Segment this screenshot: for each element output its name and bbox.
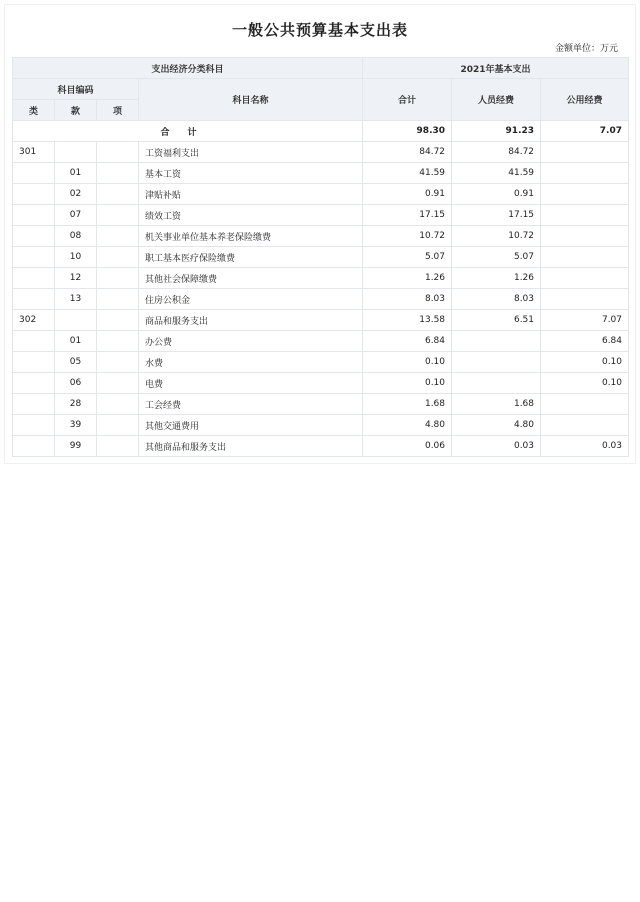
cell-xiang (97, 331, 139, 352)
page-title: 一般公共预算基本支出表 (231, 21, 408, 39)
cell-public (541, 184, 629, 205)
header-total: 合计 (363, 79, 452, 121)
cell-name: 其他商品和服务支出 (139, 436, 363, 457)
cell-kuan (55, 310, 97, 331)
cell-personnel: 1.68 (452, 394, 541, 415)
cell-personnel: 84.72 (452, 142, 541, 163)
cell-kuan: 01 (55, 331, 97, 352)
cell-personnel (452, 331, 541, 352)
budget-table (12, 57, 629, 457)
table-row (13, 394, 629, 415)
cell-total: 5.07 (363, 247, 452, 268)
cell-name: 电费 (139, 373, 363, 394)
cell-public: 0.10 (541, 352, 629, 373)
table-row (13, 352, 629, 373)
header-budget-year: 2021年基本支出 (363, 58, 629, 79)
total-row (13, 121, 629, 142)
cell-xiang (97, 436, 139, 457)
cell-lei (13, 289, 55, 310)
cell-xiang (97, 289, 139, 310)
cell-lei: 301 (13, 142, 55, 163)
cell-public (541, 415, 629, 436)
cell-name: 机关事业单位基本养老保险缴费 (139, 226, 363, 247)
table-row (13, 205, 629, 226)
cell-public (541, 226, 629, 247)
cell-total: 41.59 (363, 163, 452, 184)
table-row (13, 142, 629, 163)
cell-name: 工会经费 (139, 394, 363, 415)
table-row (13, 310, 629, 331)
cell-name: 水费 (139, 352, 363, 373)
cell-total: 84.72 (363, 142, 452, 163)
cell-lei: 302 (13, 310, 55, 331)
cell-kuan (55, 142, 97, 163)
cell-personnel: 1.26 (452, 268, 541, 289)
cell-lei (13, 352, 55, 373)
cell-xiang (97, 310, 139, 331)
cell-name: 其他社会保障缴费 (139, 268, 363, 289)
cell-kuan: 08 (55, 226, 97, 247)
cell-public (541, 142, 629, 163)
cell-total: 1.26 (363, 268, 452, 289)
cell-public (541, 163, 629, 184)
table-row (13, 163, 629, 184)
table-row (13, 289, 629, 310)
cell-public (541, 268, 629, 289)
cell-lei (13, 415, 55, 436)
table-row (13, 436, 629, 457)
cell-public (541, 394, 629, 415)
cell-kuan: 39 (55, 415, 97, 436)
cell-name: 工资福利支出 (139, 142, 363, 163)
cell-public: 0.03 (541, 436, 629, 457)
cell-kuan: 99 (55, 436, 97, 457)
cell-total: 0.91 (363, 184, 452, 205)
cell-name: 津贴补贴 (139, 184, 363, 205)
table-row (13, 226, 629, 247)
table-row (13, 331, 629, 352)
cell-lei (13, 268, 55, 289)
cell-personnel: 5.07 (452, 247, 541, 268)
cell-xiang (97, 184, 139, 205)
cell-xiang (97, 373, 139, 394)
cell-kuan: 12 (55, 268, 97, 289)
cell-kuan: 06 (55, 373, 97, 394)
table-body (13, 121, 629, 457)
cell-total: 0.10 (363, 352, 452, 373)
cell-name: 基本工资 (139, 163, 363, 184)
cell-total: 0.10 (363, 373, 452, 394)
header-lei: 类 (13, 100, 55, 121)
cell-name: 职工基本医疗保险缴费 (139, 247, 363, 268)
cell-personnel: 6.51 (452, 310, 541, 331)
cell-name: 其他交通费用 (139, 415, 363, 436)
cell-xiang (97, 268, 139, 289)
header-kuan: 款 (55, 100, 97, 121)
table-row (13, 373, 629, 394)
cell-xiang (97, 205, 139, 226)
cell-personnel: 10.72 (452, 226, 541, 247)
cell-total: 13.58 (363, 310, 452, 331)
cell-personnel (452, 352, 541, 373)
cell-kuan: 10 (55, 247, 97, 268)
cell-xiang (97, 247, 139, 268)
cell-lei (13, 226, 55, 247)
cell-total: 17.15 (363, 205, 452, 226)
cell-kuan: 02 (55, 184, 97, 205)
header-code: 科目编码 (13, 79, 139, 100)
cell-xiang (97, 394, 139, 415)
cell-public (541, 289, 629, 310)
cell-personnel: 4.80 (452, 415, 541, 436)
cell-name: 住房公积金 (139, 289, 363, 310)
cell-name: 办公费 (139, 331, 363, 352)
total-amount: 98.30 (363, 121, 452, 142)
table-row (13, 247, 629, 268)
header-personnel: 人员经费 (452, 79, 541, 121)
cell-lei (13, 394, 55, 415)
cell-personnel: 17.15 (452, 205, 541, 226)
cell-total: 0.06 (363, 436, 452, 457)
cell-personnel: 0.91 (452, 184, 541, 205)
table-row (13, 184, 629, 205)
cell-lei (13, 436, 55, 457)
header-name: 科目名称 (139, 79, 363, 121)
cell-total: 8.03 (363, 289, 452, 310)
cell-personnel (452, 373, 541, 394)
cell-total: 10.72 (363, 226, 452, 247)
amount-unit: 金额单位：万元 (554, 44, 618, 54)
cell-public (541, 247, 629, 268)
cell-public: 6.84 (541, 331, 629, 352)
cell-personnel: 41.59 (452, 163, 541, 184)
total-label: 合计 (13, 121, 363, 142)
cell-xiang (97, 352, 139, 373)
cell-name: 绩效工资 (139, 205, 363, 226)
cell-xiang (97, 142, 139, 163)
total-personnel: 91.23 (452, 121, 541, 142)
cell-personnel: 8.03 (452, 289, 541, 310)
table-row (13, 268, 629, 289)
cell-lei (13, 184, 55, 205)
cell-public: 7.07 (541, 310, 629, 331)
cell-total: 1.68 (363, 394, 452, 415)
cell-kuan: 07 (55, 205, 97, 226)
cell-xiang (97, 163, 139, 184)
cell-xiang (97, 415, 139, 436)
table-row (13, 415, 629, 436)
cell-lei (13, 163, 55, 184)
cell-lei (13, 247, 55, 268)
cell-kuan: 05 (55, 352, 97, 373)
cell-kuan: 13 (55, 289, 97, 310)
cell-public (541, 205, 629, 226)
total-public: 7.07 (541, 121, 629, 142)
header-economic-class: 支出经济分类科目 (13, 58, 363, 79)
cell-lei (13, 373, 55, 394)
header-xiang: 项 (97, 100, 139, 121)
cell-xiang (97, 226, 139, 247)
header-public: 公用经费 (541, 79, 629, 121)
cell-public: 0.10 (541, 373, 629, 394)
cell-personnel: 0.03 (452, 436, 541, 457)
cell-kuan: 01 (55, 163, 97, 184)
cell-kuan: 28 (55, 394, 97, 415)
cell-total: 6.84 (363, 331, 452, 352)
cell-total: 4.80 (363, 415, 452, 436)
cell-lei (13, 331, 55, 352)
cell-lei (13, 205, 55, 226)
cell-name: 商品和服务支出 (139, 310, 363, 331)
